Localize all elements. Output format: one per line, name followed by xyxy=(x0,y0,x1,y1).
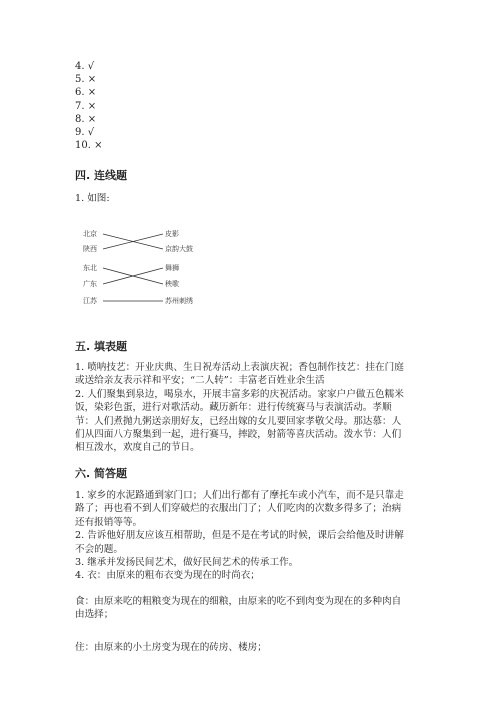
answer-item: 7. × xyxy=(75,100,97,112)
answer-item: 4. √ xyxy=(75,61,95,72)
paragraph-line: 3. 继承并发扬民间艺术，做好民间艺术的传承工作。 xyxy=(75,557,299,569)
answer-item: 8. × xyxy=(75,113,97,125)
paragraph-line: 1. 家乡的水泥路通到家门口；人们出行都有了摩托车或小汽车，而不是只靠走 xyxy=(75,490,404,501)
left-item: 江苏 xyxy=(83,297,97,305)
section-heading: 五. 填表题 xyxy=(75,340,128,353)
paragraph-line: 或送给亲友表示祥和平安；“二人转”：丰富老百姓业余生活 xyxy=(75,375,325,387)
paragraph-line: 路了；再也看不到人们穿破烂的衣服出门了；人们吃肉的次数多得多了；治病 xyxy=(75,503,402,515)
right-item: 秧歌 xyxy=(165,280,179,288)
paragraph-line: 饭，染彩色蛋，进行对歌活动。藏历新年：进行传统赛马与表演活动。孝顺 xyxy=(75,402,392,414)
paragraph-line: 2. 人们聚集到泉边，喝泉水，开展丰富多彩的庆祝活动。家家户户做五色糯米 xyxy=(75,388,404,400)
answer-item: 10. × xyxy=(75,140,103,152)
answer-list xyxy=(75,60,102,152)
left-item: 北京 xyxy=(83,230,97,238)
right-item: 舞狮 xyxy=(165,264,179,272)
paragraph-line: 由选择； xyxy=(75,609,114,621)
paragraph-line: 1. 喷呐技艺：开业庆典、生日祝寿活动上表演庆祝；香包制作技艺：挂在门庭 xyxy=(75,362,404,373)
section6-body xyxy=(75,489,435,583)
section-heading: 六. 简答题 xyxy=(75,467,128,480)
left-item: 东北 xyxy=(83,264,97,272)
paragraph-line: 1. 如图: xyxy=(75,193,110,204)
paragraph-line: 食：由原来吃的粗粮变为现在的细粮，由原来的吃不到肉变为现在的多种肉自 xyxy=(75,596,402,607)
paragraph-line: 还有报销等等。 xyxy=(75,516,143,528)
matching-diagram xyxy=(75,222,215,312)
answer-item: 6. × xyxy=(75,87,97,99)
right-item: 京韵大鼓 xyxy=(165,245,193,253)
section4-item xyxy=(75,192,435,205)
answer-item: 9. √ xyxy=(75,127,95,139)
right-item: 苏州刺绣 xyxy=(165,297,193,305)
answer-item: 5. × xyxy=(75,74,97,86)
right-item: 皮影 xyxy=(165,230,179,238)
section5-body xyxy=(75,361,435,455)
paragraph-line: 住：由原来的小土房变为现在的砖房、楼房； xyxy=(75,642,267,653)
left-item: 陕西 xyxy=(83,245,97,253)
paragraph-line: 相互泼水，欢度自己的节日。 xyxy=(75,442,200,454)
paragraph-line: 们从四面八方聚集到一起，进行赛马，摔跤，射箭等喜庆活动。泼水节：人们 xyxy=(75,429,402,441)
section6-housing xyxy=(75,641,435,654)
left-item: 广东 xyxy=(83,280,97,288)
paragraph-line: 节：人们煮抛九粥送亲朋好友，已经出嫁的女儿要回家孝敬父母。那达慕：人 xyxy=(75,415,402,427)
paragraph-line: 2. 告诉他好朋友应该互相帮助，但是不是在考试的时候，课后会给他及时讲解 xyxy=(75,530,404,542)
paragraph-line: 4. 衣：由原来的粗布衣变为现在的时尚衣； xyxy=(75,570,260,582)
paragraph-line: 不会的题。 xyxy=(75,543,123,555)
section6-food xyxy=(75,595,435,622)
section-heading: 四. 连线题 xyxy=(75,169,128,182)
